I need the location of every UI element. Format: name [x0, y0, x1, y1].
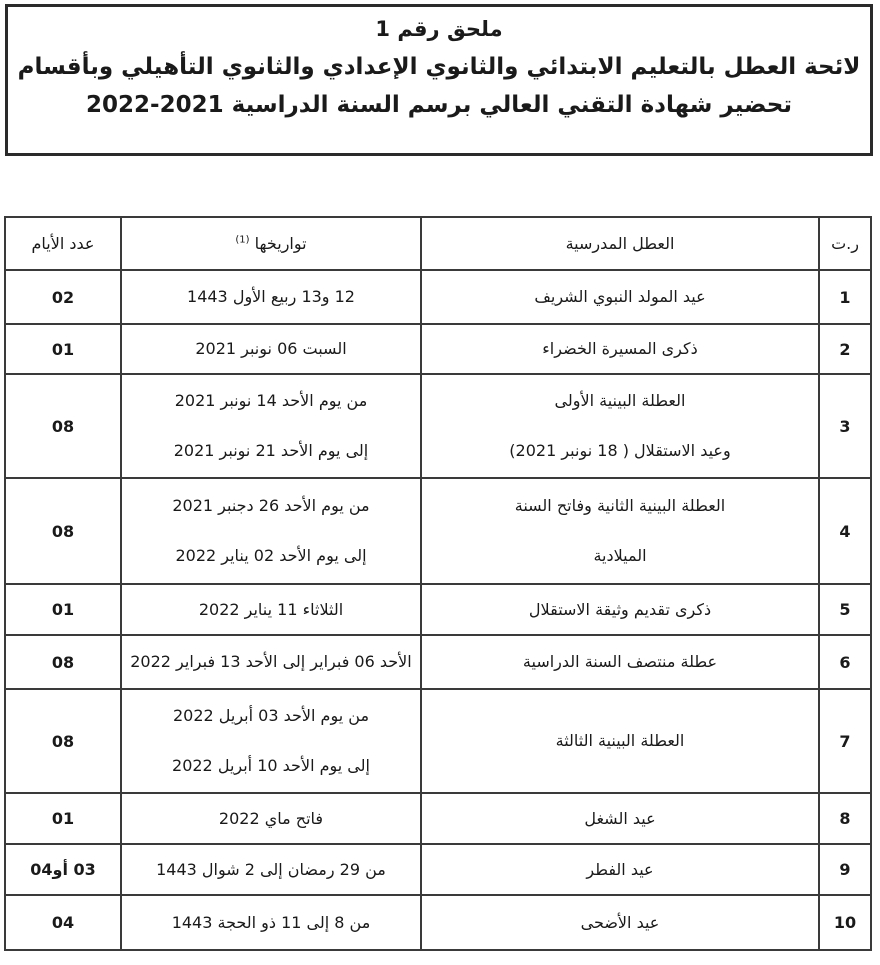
holiday-dates — [121, 895, 421, 950]
table-row — [5, 270, 871, 324]
table-header-row — [5, 217, 871, 270]
holiday-name — [421, 844, 819, 895]
holiday-dates-line: الثلاثاء 11 يناير 2022 — [198, 599, 344, 619]
holiday-dates-line: من يوم الأحد 14 نونبر 2021 — [174, 391, 368, 410]
holiday-name-line: ذكرى المسيرة الخضراء — [542, 339, 698, 358]
document-title-line-1: لائحة العطل بالتعليم الابتدائي والثانوي الإعدادي والثانوي التأهيلي وبأقسام — [17, 54, 861, 81]
days-count: 01 — [5, 793, 121, 844]
holiday-dates-line: إلى يوم الأحد 10 أبريل 2022 — [172, 756, 370, 775]
holiday-name-line: عيد الفطر — [586, 859, 654, 879]
header-dates — [121, 217, 421, 270]
holidays-table — [4, 216, 872, 951]
holiday-dates — [121, 635, 421, 689]
row-number: 8 — [819, 793, 871, 844]
holiday-dates-line: 12 و13 ربيع الأول 1443 — [187, 287, 355, 306]
row-number: 6 — [819, 635, 871, 689]
days-count: 08 — [5, 689, 121, 793]
annex-number: ملحق رقم 1 — [375, 17, 503, 41]
holiday-dates — [121, 793, 421, 844]
holiday-name — [421, 478, 819, 584]
days-count: 08 — [5, 374, 121, 478]
header-days: عدد الأيام — [5, 217, 121, 270]
holiday-dates-line: السبت 06 نونبر 2021 — [195, 339, 347, 358]
holiday-dates — [121, 689, 421, 793]
holiday-name-line: ذكرى تقديم وثيقة الاستقلال — [528, 599, 712, 619]
holiday-name-line: وعيد الاستقلال ( 18 نونبر 2021) — [509, 441, 731, 460]
row-number: 2 — [819, 324, 871, 374]
holiday-dates-line: إلى يوم الأحد 21 نونبر 2021 — [173, 441, 369, 460]
holiday-dates-line: من يوم الأحد 03 أبريل 2022 — [172, 706, 370, 725]
table-row — [5, 844, 871, 895]
days-count: 01 — [5, 584, 121, 635]
holiday-name-line: الميلادية — [593, 546, 647, 565]
row-number: 1 — [819, 270, 871, 324]
holiday-name-line: عطلة منتصف السنة الدراسية — [522, 652, 718, 671]
days-count: 01 — [5, 324, 121, 374]
days-count: 03 أو04 — [5, 844, 121, 895]
table-row — [5, 895, 871, 950]
row-number: 5 — [819, 584, 871, 635]
row-number: 10 — [819, 895, 871, 950]
days-count: 04 — [5, 895, 121, 950]
holiday-dates — [121, 374, 421, 478]
holiday-dates-line: إلى يوم الأحد 02 يناير 2022 — [175, 546, 367, 565]
table-row — [5, 478, 871, 584]
row-number: 9 — [819, 844, 871, 895]
header-dates-label: تواريخها — [254, 234, 307, 253]
row-number: 4 — [819, 478, 871, 584]
holiday-name — [421, 895, 819, 950]
holiday-name-line: العطلة البينية الأولى — [554, 391, 686, 410]
holiday-dates-line: من يوم الأحد 26 دجنبر 2021 — [172, 496, 370, 515]
holiday-dates — [121, 478, 421, 584]
holiday-name-line: عيد الأضحى — [580, 912, 660, 932]
holiday-dates-line: من 8 إلى 11 ذو الحجة 1443 — [171, 912, 371, 932]
days-count: 02 — [5, 270, 121, 324]
days-count: 08 — [5, 635, 121, 689]
holiday-dates-line: فاتح ماي 2022 — [218, 808, 324, 828]
table-row — [5, 793, 871, 844]
holiday-dates — [121, 844, 421, 895]
table-row — [5, 689, 871, 793]
holiday-name — [421, 324, 819, 374]
row-number: 3 — [819, 374, 871, 478]
holiday-dates — [121, 270, 421, 324]
table-row — [5, 635, 871, 689]
holiday-dates-line: الأحد 06 فبراير إلى الأحد 13 فبراير 2022 — [130, 652, 412, 671]
document-title-line-2: تحضير شهادة التقني العالي برسم السنة الدراسية 2021-2022 — [86, 91, 792, 118]
holiday-dates-line: من 29 رمضان إلى 2 شوال 1443 — [156, 859, 386, 879]
holiday-name — [421, 374, 819, 478]
table-row — [5, 324, 871, 374]
holiday-name-line: العطلة البينية الثانية وفاتح السنة — [514, 496, 726, 515]
row-number: 7 — [819, 689, 871, 793]
header-holiday: العطل المدرسية — [421, 217, 819, 270]
holiday-name — [421, 689, 819, 793]
holiday-name-line: عيد المولد النبوي الشريف — [534, 287, 706, 306]
holiday-dates — [121, 324, 421, 374]
table-row — [5, 584, 871, 635]
holiday-name-line: العطلة البينية الثالثة — [555, 731, 685, 750]
holiday-dates — [121, 584, 421, 635]
holiday-name — [421, 584, 819, 635]
header-number: ر.ت — [819, 217, 871, 270]
holiday-name — [421, 270, 819, 324]
holiday-name — [421, 635, 819, 689]
table-row — [5, 374, 871, 478]
title-box — [5, 4, 873, 156]
footnote-marker: (1) — [235, 234, 250, 246]
holiday-name — [421, 793, 819, 844]
holiday-name-line: عيد الشغل — [584, 808, 656, 828]
days-count: 08 — [5, 478, 121, 584]
